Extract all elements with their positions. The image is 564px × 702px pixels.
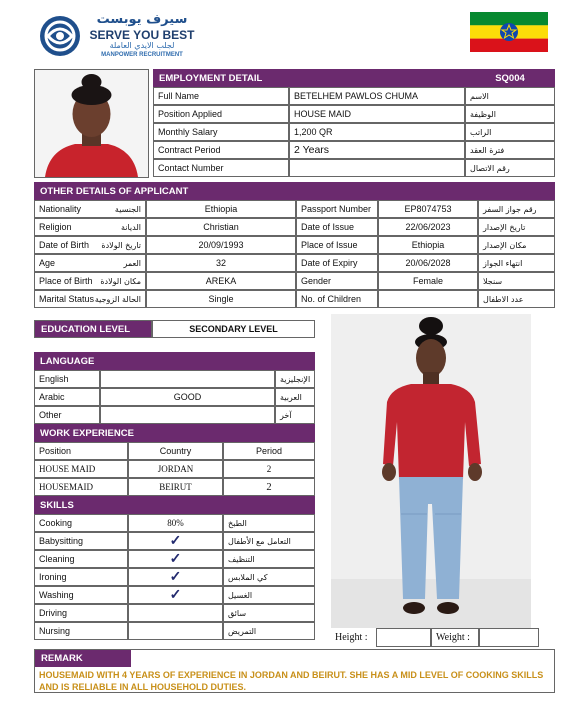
work-column-header xyxy=(223,442,315,460)
skills-title: SKILLS xyxy=(40,499,74,511)
employment-label-text: Contact Number xyxy=(158,163,224,173)
weight-label-cell xyxy=(431,628,479,647)
skill-label-arabic xyxy=(223,604,315,622)
employment-value xyxy=(289,123,465,141)
language-label xyxy=(34,388,100,406)
portrait-figure-icon xyxy=(35,70,148,177)
employment-label-text: Contract Period xyxy=(158,145,221,155)
skill-label-arabic xyxy=(223,532,315,550)
logo-arabic-sub: لجلب الايدي العاملة xyxy=(109,41,175,50)
other-left-label-en: Religion xyxy=(39,222,72,232)
applicant-full-body-photo xyxy=(331,314,531,628)
education-level-text: SECONDARY LEVEL xyxy=(189,324,278,334)
other-left-label-ar: الجنسية xyxy=(114,204,141,214)
skill-label-arabic xyxy=(223,550,315,568)
language-label-text: Arabic xyxy=(39,392,65,402)
other-left-value xyxy=(146,236,296,254)
other-left-label-en: Place of Birth xyxy=(39,276,93,286)
other-right-label xyxy=(296,272,378,290)
language-label-arabic-text: الإنجليزية xyxy=(280,374,311,384)
work-column-header-text: Position xyxy=(39,446,72,456)
height-field xyxy=(376,628,431,647)
skill-label-arabic-text: التنظيف xyxy=(228,554,255,564)
employment-value-text: 2 Years xyxy=(294,144,330,156)
education-level-title: EDUCATION LEVEL xyxy=(41,323,131,335)
skill-label-arabic-text: الطبخ xyxy=(228,518,247,528)
other-left-value-text: 32 xyxy=(215,258,226,268)
skill-value xyxy=(128,568,223,586)
skill-label xyxy=(34,622,128,640)
other-left-value xyxy=(146,290,296,308)
logo-sub: MANPOWER RECRUITMENT xyxy=(101,52,183,58)
skill-label xyxy=(34,514,128,532)
other-right-label-arabic xyxy=(478,272,555,290)
logo-emblem-icon xyxy=(36,14,84,58)
work-column-header-text: Country xyxy=(159,446,192,456)
language-value xyxy=(100,370,275,388)
language-value xyxy=(100,406,275,424)
skill-label-text: Driving xyxy=(39,608,68,618)
check-mark-icon: ✓ xyxy=(169,533,182,549)
other-right-value xyxy=(378,236,478,254)
other-left-value-text: Christian xyxy=(203,222,239,232)
work-cell-text: BEIRUT xyxy=(159,482,192,492)
employment-label-arabic-text: فترة العقد xyxy=(470,145,505,155)
work-column-header xyxy=(128,442,223,460)
employment-label xyxy=(153,87,289,105)
remark-header xyxy=(35,650,131,667)
other-right-value xyxy=(378,200,478,218)
skill-value xyxy=(128,514,223,532)
remark-title: REMARK xyxy=(41,653,83,664)
skill-value xyxy=(128,604,223,622)
other-right-value xyxy=(378,218,478,236)
language-label-arabic xyxy=(275,406,315,424)
language-label-text: Other xyxy=(39,410,62,420)
skill-label-text: Cooking xyxy=(39,518,73,528)
skill-label xyxy=(34,532,128,550)
check-mark-icon: ✓ xyxy=(169,587,182,603)
employment-label xyxy=(153,141,289,159)
ethiopia-flag-icon xyxy=(470,12,548,52)
other-details-title: OTHER DETAILS OF APPLICANT xyxy=(40,185,189,197)
skill-label xyxy=(34,550,128,568)
other-right-value-text: 22/06/2023 xyxy=(405,222,451,232)
other-right-value-text: Ethiopia xyxy=(411,240,445,250)
other-details-header xyxy=(34,182,555,200)
employment-label-arabic xyxy=(465,87,555,105)
other-left-value xyxy=(146,272,296,290)
work-cell-text: JORDAN xyxy=(157,464,194,474)
work-cell xyxy=(223,460,315,478)
employment-value xyxy=(289,141,465,159)
employment-label xyxy=(153,105,289,123)
employment-label xyxy=(153,123,289,141)
employment-label-text: Full Name xyxy=(158,91,200,101)
remark-text: HOUSEMAID WITH 4 YEARS OF EXPERIENCE IN JORDAN AND BEIRUT. SHE HAS A MID LEVEL OF COOKING SKILLS AND IS RELIABLE IN ALL HOUSEHOLD DUTIES. xyxy=(39,670,544,692)
other-right-label-text: Passport Number xyxy=(301,204,372,214)
work-cell-text: HOUSEMAID xyxy=(39,482,93,492)
employment-label-arabic-text: رقم الاتصال xyxy=(470,163,510,173)
other-right-label-arabic-text: انتهاء الجواز xyxy=(483,258,523,268)
other-right-label-text: Place of Issue xyxy=(301,240,358,250)
language-label xyxy=(34,370,100,388)
work-cell xyxy=(128,478,223,496)
other-left-label-en: Marital Status xyxy=(39,294,95,304)
skill-value-text: 80% xyxy=(167,518,184,528)
other-left-value-text: 20/09/1993 xyxy=(198,240,244,250)
work-experience-title: WORK EXPERIENCE xyxy=(40,427,134,439)
other-right-value-text: 20/06/2028 xyxy=(405,258,451,268)
other-right-value-text: EP8074753 xyxy=(404,204,452,214)
skill-label-text: Cleaning xyxy=(39,554,75,564)
work-column-header-text: Period xyxy=(255,446,282,456)
other-right-value xyxy=(378,254,478,272)
skills-header xyxy=(34,496,315,514)
company-logo xyxy=(36,12,196,60)
work-cell xyxy=(34,460,128,478)
check-mark-icon: ✓ xyxy=(169,569,182,585)
employment-value xyxy=(289,159,465,177)
language-label xyxy=(34,406,100,424)
skill-label-text: Babysitting xyxy=(39,536,84,546)
remark-box xyxy=(34,649,555,693)
skill-label-arabic-text: سائق xyxy=(228,608,247,618)
other-left-label xyxy=(34,290,146,308)
language-value-text: GOOD xyxy=(173,392,202,402)
employment-value xyxy=(289,105,465,123)
employment-value-text: 1,200 QR xyxy=(294,127,333,137)
skill-label xyxy=(34,604,128,622)
language-label-arabic xyxy=(275,388,315,406)
work-cell xyxy=(223,478,315,496)
other-right-label-arabic-text: تاريخ الإصدار xyxy=(483,222,526,232)
other-left-value-text: Ethiopia xyxy=(204,204,238,214)
work-cell xyxy=(128,460,223,478)
skill-label xyxy=(34,568,128,586)
height-label-cell xyxy=(331,628,376,647)
education-level-value xyxy=(152,320,315,338)
language-label-text: English xyxy=(39,374,69,384)
other-right-label xyxy=(296,236,378,254)
employment-label-arabic-text: الوظيفة xyxy=(470,109,496,119)
weight-label: Weight : xyxy=(436,632,470,643)
other-right-label-arabic xyxy=(478,290,555,308)
other-left-label-ar: الحالة الزوجية xyxy=(94,294,141,304)
work-cell-text: 2 xyxy=(266,481,272,493)
other-right-label-arabic-text: عدد الاطفال xyxy=(483,294,524,304)
other-left-value xyxy=(146,200,296,218)
applicant-code xyxy=(465,69,555,87)
work-column-header xyxy=(34,442,128,460)
employment-label-arabic xyxy=(465,159,555,177)
other-left-label xyxy=(34,200,146,218)
other-right-label-text: Gender xyxy=(301,276,332,286)
skill-label-arabic-text: كي الملابس xyxy=(228,572,268,582)
other-right-label-arabic-text: رقم جواز السفر xyxy=(483,204,537,214)
other-right-label-arabic-text: مكان الإصدار xyxy=(483,240,527,250)
other-left-label-en: Age xyxy=(39,258,56,268)
other-left-label xyxy=(34,272,146,290)
weight-field xyxy=(479,628,539,647)
other-right-value xyxy=(378,290,478,308)
other-right-label-arabic xyxy=(478,254,555,272)
language-title: LANGUAGE xyxy=(40,355,95,367)
employment-label-text: Position Applied xyxy=(158,109,223,119)
work-cell-text: HOUSE MAID xyxy=(39,464,96,474)
work-cell xyxy=(34,478,128,496)
other-left-value xyxy=(146,218,296,236)
skill-value xyxy=(128,550,223,568)
other-right-label-text: Date of Expiry xyxy=(301,258,358,268)
employment-label-arabic-text: الاسم xyxy=(470,91,489,101)
skill-label-text: Nursing xyxy=(39,626,71,636)
logo-name: SERVE YOU BEST xyxy=(89,28,195,42)
other-right-label xyxy=(296,218,378,236)
skill-value xyxy=(128,622,223,640)
other-left-value xyxy=(146,254,296,272)
skill-label-arabic-text: الغسيل xyxy=(228,590,253,600)
employment-detail-title: EMPLOYMENT DETAIL xyxy=(159,72,263,84)
employment-detail-header xyxy=(153,69,465,87)
other-right-label-arabic-text: سنجلا xyxy=(483,276,503,286)
other-right-label xyxy=(296,200,378,218)
other-right-label-text: Date of Issue xyxy=(301,222,355,232)
other-left-label-en: Date of Birth xyxy=(39,240,90,250)
other-left-value-text: AREKA xyxy=(205,276,237,286)
other-left-label-ar: الديانة xyxy=(120,222,141,232)
language-header xyxy=(34,352,315,370)
skill-label-text: Washing xyxy=(39,590,74,600)
logo-arabic: سيرف يوبست xyxy=(96,12,188,27)
skill-label-arabic-text: التعامل مع الأطفال xyxy=(228,536,291,546)
skill-label-arabic xyxy=(223,586,315,604)
employment-value-text: BETELHEM PAWLOS CHUMA xyxy=(294,91,419,101)
other-left-label-en: Nationality xyxy=(39,204,82,214)
other-right-label xyxy=(296,254,378,272)
other-left-label xyxy=(34,254,146,272)
skill-label-arabic-text: التمريض xyxy=(228,626,257,636)
full-body-figure-icon xyxy=(331,314,531,628)
other-left-value-text: Single xyxy=(208,294,234,304)
other-right-label-arabic xyxy=(478,218,555,236)
skill-label-arabic xyxy=(223,568,315,586)
employment-label-text: Monthly Salary xyxy=(158,127,218,137)
other-right-label-arabic xyxy=(478,200,555,218)
language-label-arabic xyxy=(275,370,315,388)
other-left-label-ar: مكان الولادة xyxy=(100,276,141,286)
work-experience-header xyxy=(34,424,315,442)
other-right-label-arabic xyxy=(478,236,555,254)
language-label-arabic-text: آخر xyxy=(280,410,292,420)
other-right-value-text: Female xyxy=(412,276,443,286)
other-left-label xyxy=(34,218,146,236)
skill-label-arabic xyxy=(223,622,315,640)
other-right-value xyxy=(378,272,478,290)
skill-value xyxy=(128,532,223,550)
education-level-label xyxy=(34,320,152,338)
applicant-code-text: SQ004 xyxy=(495,72,525,84)
employment-label-arabic xyxy=(465,105,555,123)
employment-label-arabic xyxy=(465,123,555,141)
employment-label-arabic xyxy=(465,141,555,159)
other-left-label-ar: تاريخ الولادة xyxy=(101,240,141,250)
height-label: Height : xyxy=(335,632,368,643)
employment-label xyxy=(153,159,289,177)
language-value xyxy=(100,388,275,406)
employment-label-arabic-text: الراتب xyxy=(470,127,492,137)
skill-label xyxy=(34,586,128,604)
skill-label-text: Ironing xyxy=(39,572,67,582)
check-mark-icon: ✓ xyxy=(169,551,182,567)
other-right-label xyxy=(296,290,378,308)
other-left-label-ar: العمر xyxy=(123,258,141,268)
work-cell-text: 2 xyxy=(266,464,272,474)
language-label-arabic-text: العربية xyxy=(280,392,302,402)
skill-label-arabic xyxy=(223,514,315,532)
other-right-label-text: No. of Children xyxy=(301,294,362,304)
other-left-label xyxy=(34,236,146,254)
skill-value xyxy=(128,586,223,604)
employment-value-text: HOUSE MAID xyxy=(294,109,352,119)
employment-value xyxy=(289,87,465,105)
applicant-portrait-photo xyxy=(34,69,149,178)
